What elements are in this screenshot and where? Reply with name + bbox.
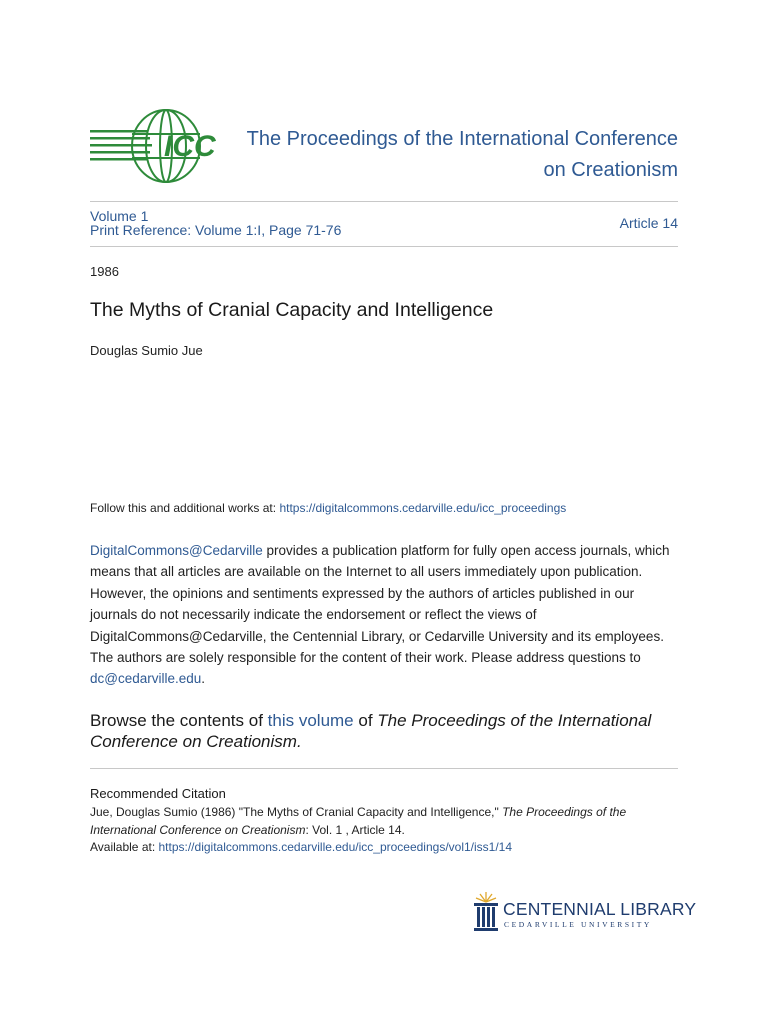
journal-title-line1[interactable]: The Proceedings of the International Conference <box>246 128 678 150</box>
volume-link[interactable]: Volume 1 <box>90 208 149 224</box>
article-number-link[interactable]: Article 14 <box>619 215 678 231</box>
publication-year: 1986 <box>90 264 119 279</box>
browse-middle: of <box>353 711 378 730</box>
platform-description <box>90 540 680 690</box>
available-prefix: Available at: <box>90 840 159 854</box>
citation-url-link[interactable]: https://digitalcommons.cedarville.edu/icc_proceedings/vol1/iss1/14 <box>158 840 513 854</box>
browse-line <box>90 710 690 752</box>
icc-logo-text: ICC <box>164 130 216 163</box>
volume-info <box>90 209 341 237</box>
description-end: . <box>201 671 206 687</box>
divider-meta <box>90 246 678 247</box>
digitalcommons-link[interactable]: DigitalCommons@Cedarville <box>90 543 263 558</box>
print-reference: Print Reference: Volume 1:I, Page 71-76 <box>90 222 342 238</box>
description-text: provides a publication platform for fully open access journals, which means that all articles are available on the Internet to all users immediately upon publication. However, the opinions and sentiments expressed by the authors of articles published in our journals do not necessarily indicate the endorsement or reflect the views of DigitalCommons@Cedarville, the Centennial Library, or Cedarville University and its employees. The authors are solely responsible for the content of their work. Please address questions to <box>90 543 670 666</box>
recommended-citation-heading: Recommended Citation <box>90 786 226 801</box>
browse-journal-name: The Proceedings of the International Conference on Creationism <box>90 711 652 751</box>
article-title: The Myths of Cranial Capacity and Intelligence <box>90 299 494 321</box>
article-author: Douglas Sumio Jue <box>90 343 203 358</box>
divider-top <box>90 201 678 202</box>
citation-text: Jue, Douglas Sumio (1986) "The Myths of Cranial Capacity and Intelligence," <box>90 805 503 819</box>
follow-line <box>90 501 566 515</box>
this-volume-link[interactable]: this volume <box>267 711 354 730</box>
divider-citation <box>90 768 678 769</box>
citation-journal: The Proceedings of the International Conference on Creationism <box>90 805 627 837</box>
centennial-library-name: CENTENNIAL LIBRARY <box>503 899 697 919</box>
browse-end: . <box>296 732 302 751</box>
follow-url-link[interactable]: https://digitalcommons.cedarville.edu/icc_proceedings <box>279 501 567 515</box>
citation-volume: : Vol. 1 , Article 14. <box>305 822 405 837</box>
email-link[interactable]: dc@cedarville.edu <box>90 671 202 687</box>
cedarville-university-name: CEDARVILLE UNIVERSITY <box>504 920 652 929</box>
icc-logo-icon <box>88 104 232 188</box>
browse-prefix: Browse the contents of <box>90 711 268 730</box>
journal-title[interactable] <box>218 124 678 186</box>
journal-title-line2[interactable]: on Creationism <box>543 159 678 181</box>
follow-prefix: Follow this and additional works at: <box>90 501 280 515</box>
recommended-citation <box>90 804 690 857</box>
